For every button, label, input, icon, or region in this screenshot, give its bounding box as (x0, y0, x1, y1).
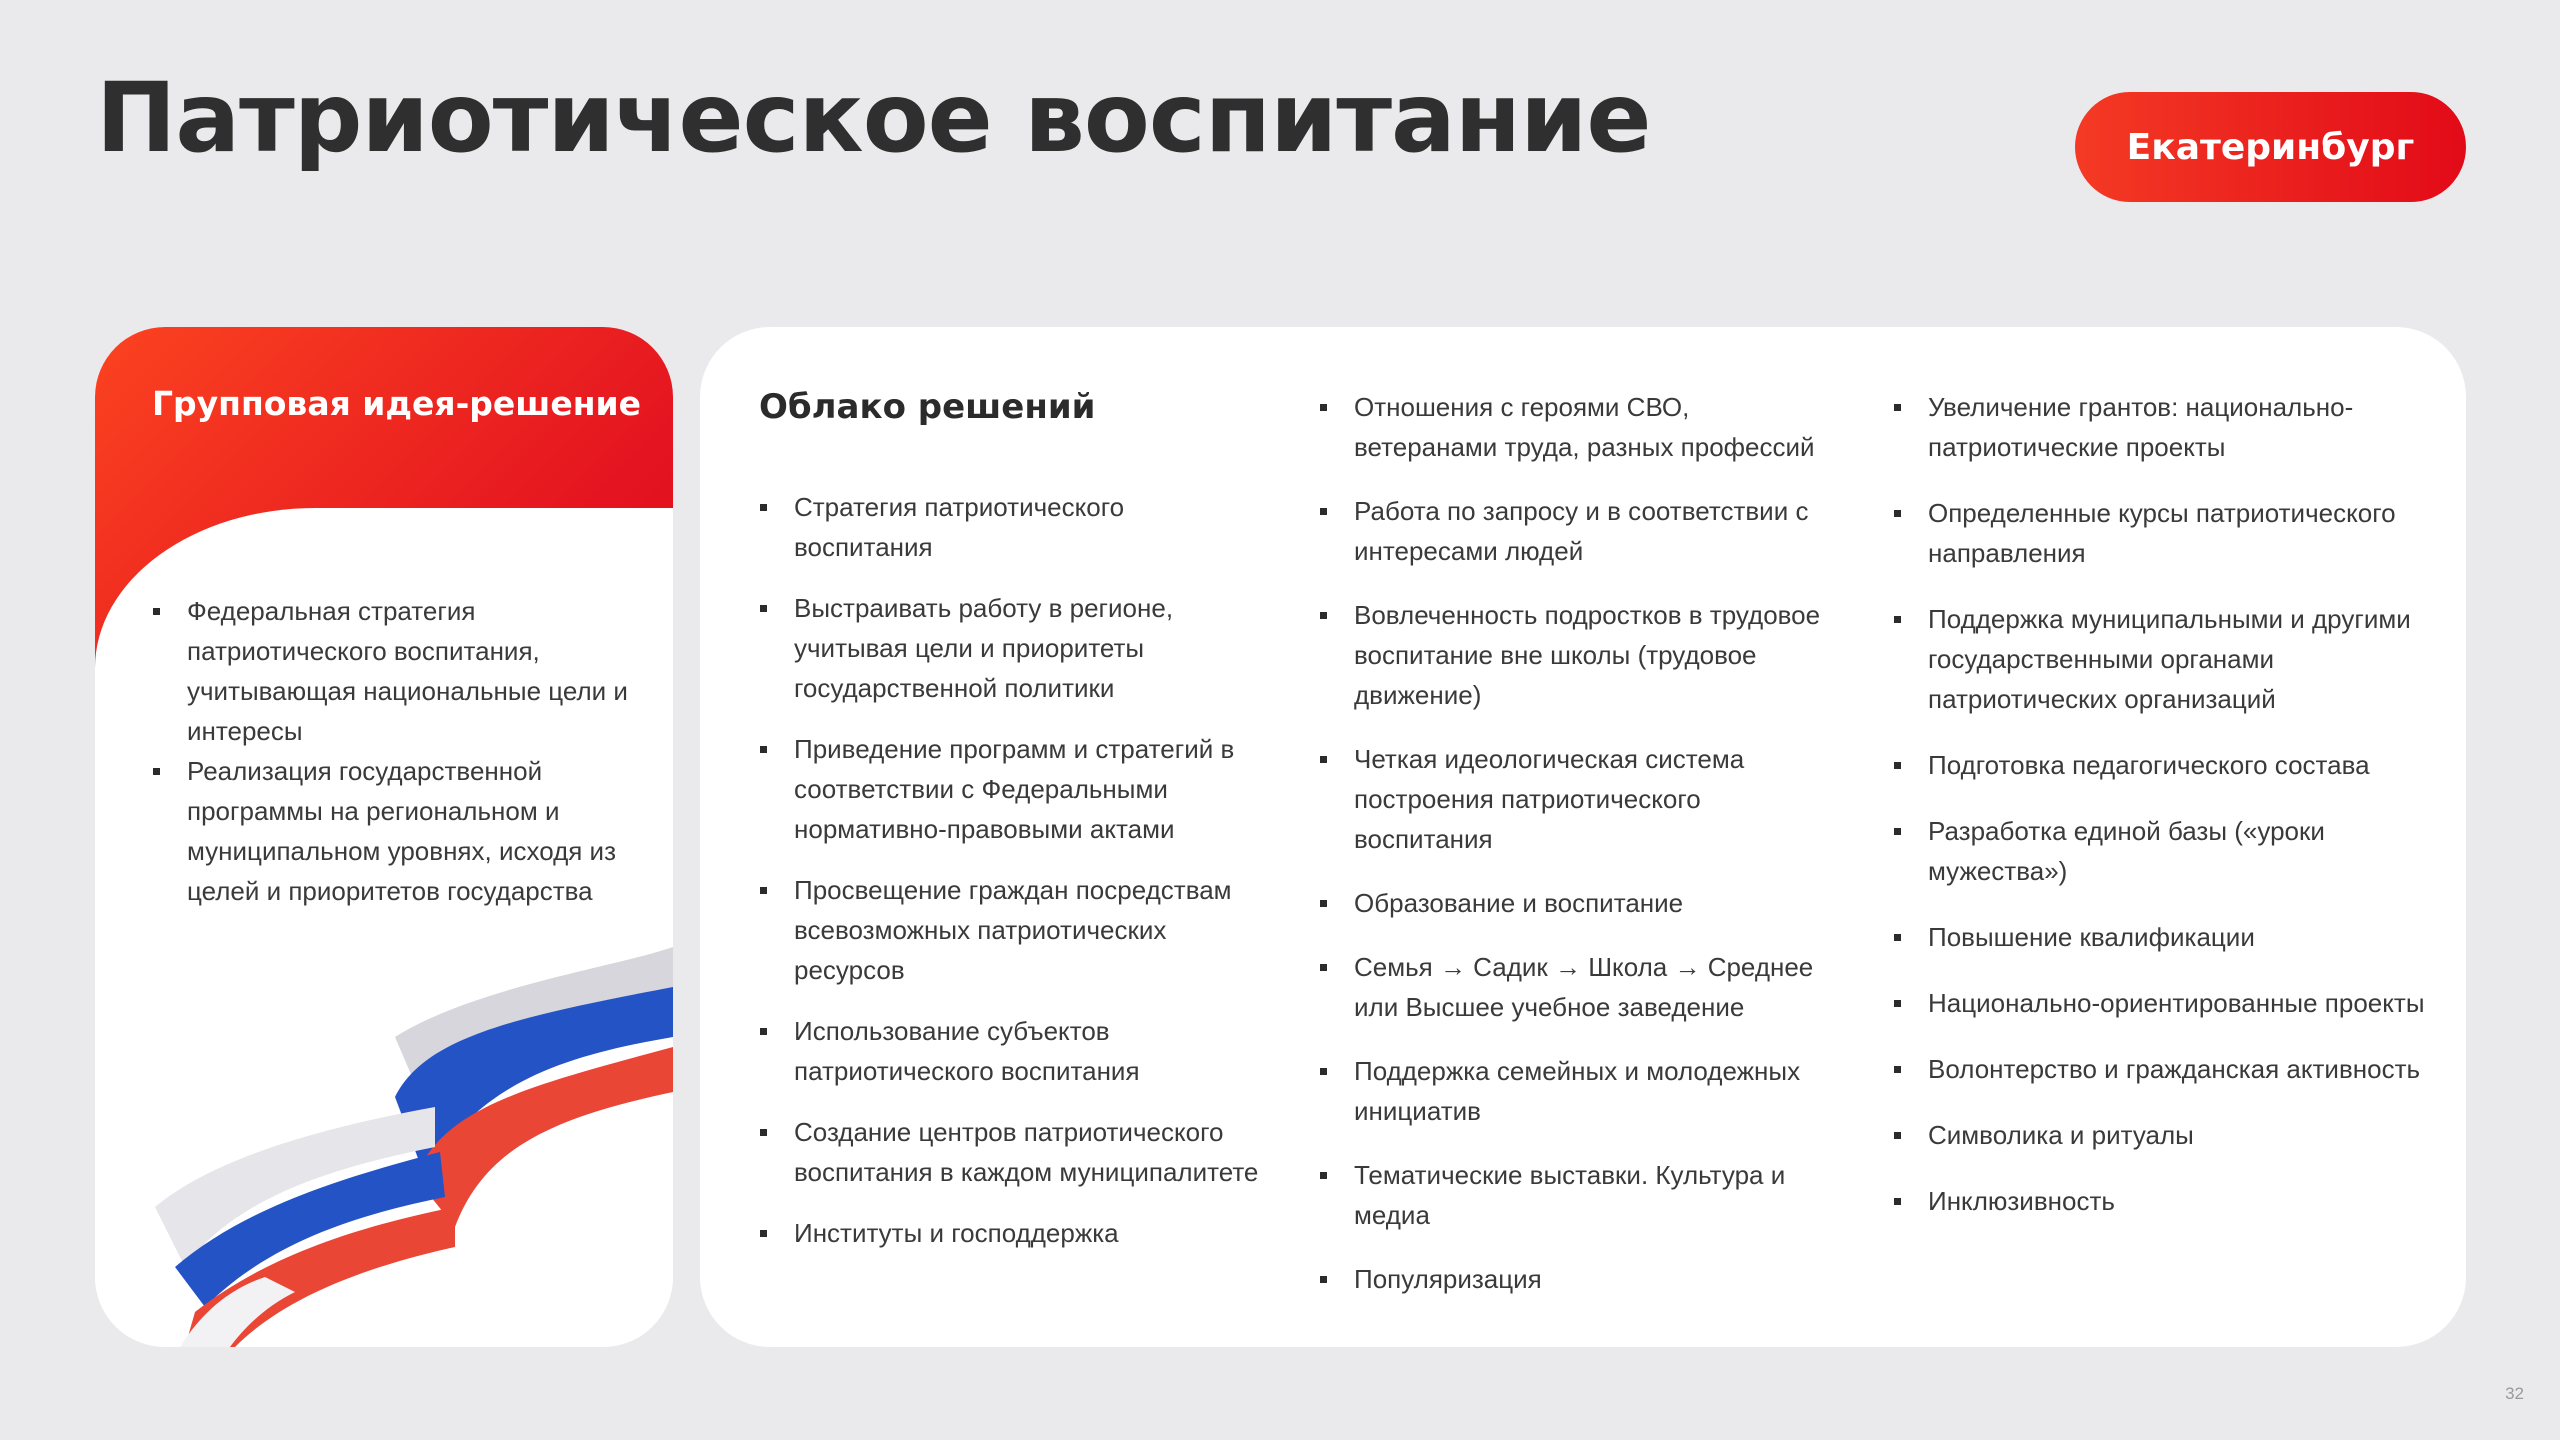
group-idea-item: Федеральная стратегия патриотического воспитания, учитывающая национальные цели и интересы (152, 591, 632, 751)
solution-item: Национально-ориентированные проекты (1893, 983, 2433, 1023)
solution-item: Поддержка семейных и молодежных инициатив (1319, 1051, 1839, 1131)
group-idea-title: Групповая идея-решение (152, 384, 642, 423)
solution-item: Увеличение грантов: национально-патриотические проекты (1893, 387, 2433, 467)
solution-item: Четкая идеологическая система построения патриотического воспитания (1319, 739, 1839, 859)
solutions-cloud-card (700, 327, 2466, 1347)
solution-item: Разработка единой базы («уроки мужества») (1893, 811, 2433, 891)
solution-item: Создание центров патриотического воспитания в каждом муниципалитете (759, 1112, 1259, 1192)
solution-item: Инклюзивность (1893, 1181, 2433, 1221)
solution-item: Образование и воспитание (1319, 883, 1839, 923)
cloud-column-1 (759, 487, 1259, 1274)
group-idea-item: Реализация государственной программы на региональном и муниципальном уровнях, исходя из целей и приоритетов государства (152, 751, 632, 911)
solution-item: Семья → Садик → Школа → Среднее или Высшее учебное заведение (1319, 947, 1839, 1027)
solution-item: Повышение квалификации (1893, 917, 2433, 957)
solution-item: Приведение программ и стратегий в соответствии с Федеральными нормативно-правовыми актами (759, 729, 1259, 849)
cloud-column-3 (1893, 387, 2433, 1247)
cloud-title: Облако решений (759, 387, 1096, 427)
solution-item: Отношения с героями СВО, ветеранами труда, разных профессий (1319, 387, 1839, 467)
solution-item: Стратегия патриотического воспитания (759, 487, 1259, 567)
solution-item: Просвещение граждан посредствам всевозможных патриотических ресурсов (759, 870, 1259, 990)
solution-item: Тематические выставки. Культура и медиа (1319, 1155, 1839, 1235)
solution-item: Поддержка муниципальными и другими государственными органами патриотических организаций (1893, 599, 2433, 719)
solution-item: Выстраивать работу в регионе, учитывая цели и приоритеты государственной политики (759, 588, 1259, 708)
solution-item: Волонтерство и гражданская активность (1893, 1049, 2433, 1089)
solution-item: Символика и ритуалы (1893, 1115, 2433, 1155)
solution-item: Институты и господдержка (759, 1213, 1259, 1253)
solution-item: Вовлеченность подростков в трудовое воспитание вне школы (трудовое движение) (1319, 595, 1839, 715)
flag-ribbon-icon (95, 947, 673, 1347)
page-title: Патриотическое воспитание (96, 62, 1651, 174)
group-idea-list (152, 591, 632, 911)
solution-item: Подготовка педагогического состава (1893, 745, 2433, 785)
solution-item: Использование субъектов патриотического воспитания (759, 1011, 1259, 1091)
page-number: 32 (2505, 1384, 2524, 1403)
solution-item: Определенные курсы патриотического направления (1893, 493, 2433, 573)
group-idea-card (95, 327, 673, 1347)
solution-item: Популяризация (1319, 1259, 1839, 1299)
solution-item: Работа по запросу и в соответствии с интересами людей (1319, 491, 1839, 571)
city-badge: Екатеринбург (2075, 92, 2466, 202)
cloud-column-2 (1319, 387, 1839, 1323)
